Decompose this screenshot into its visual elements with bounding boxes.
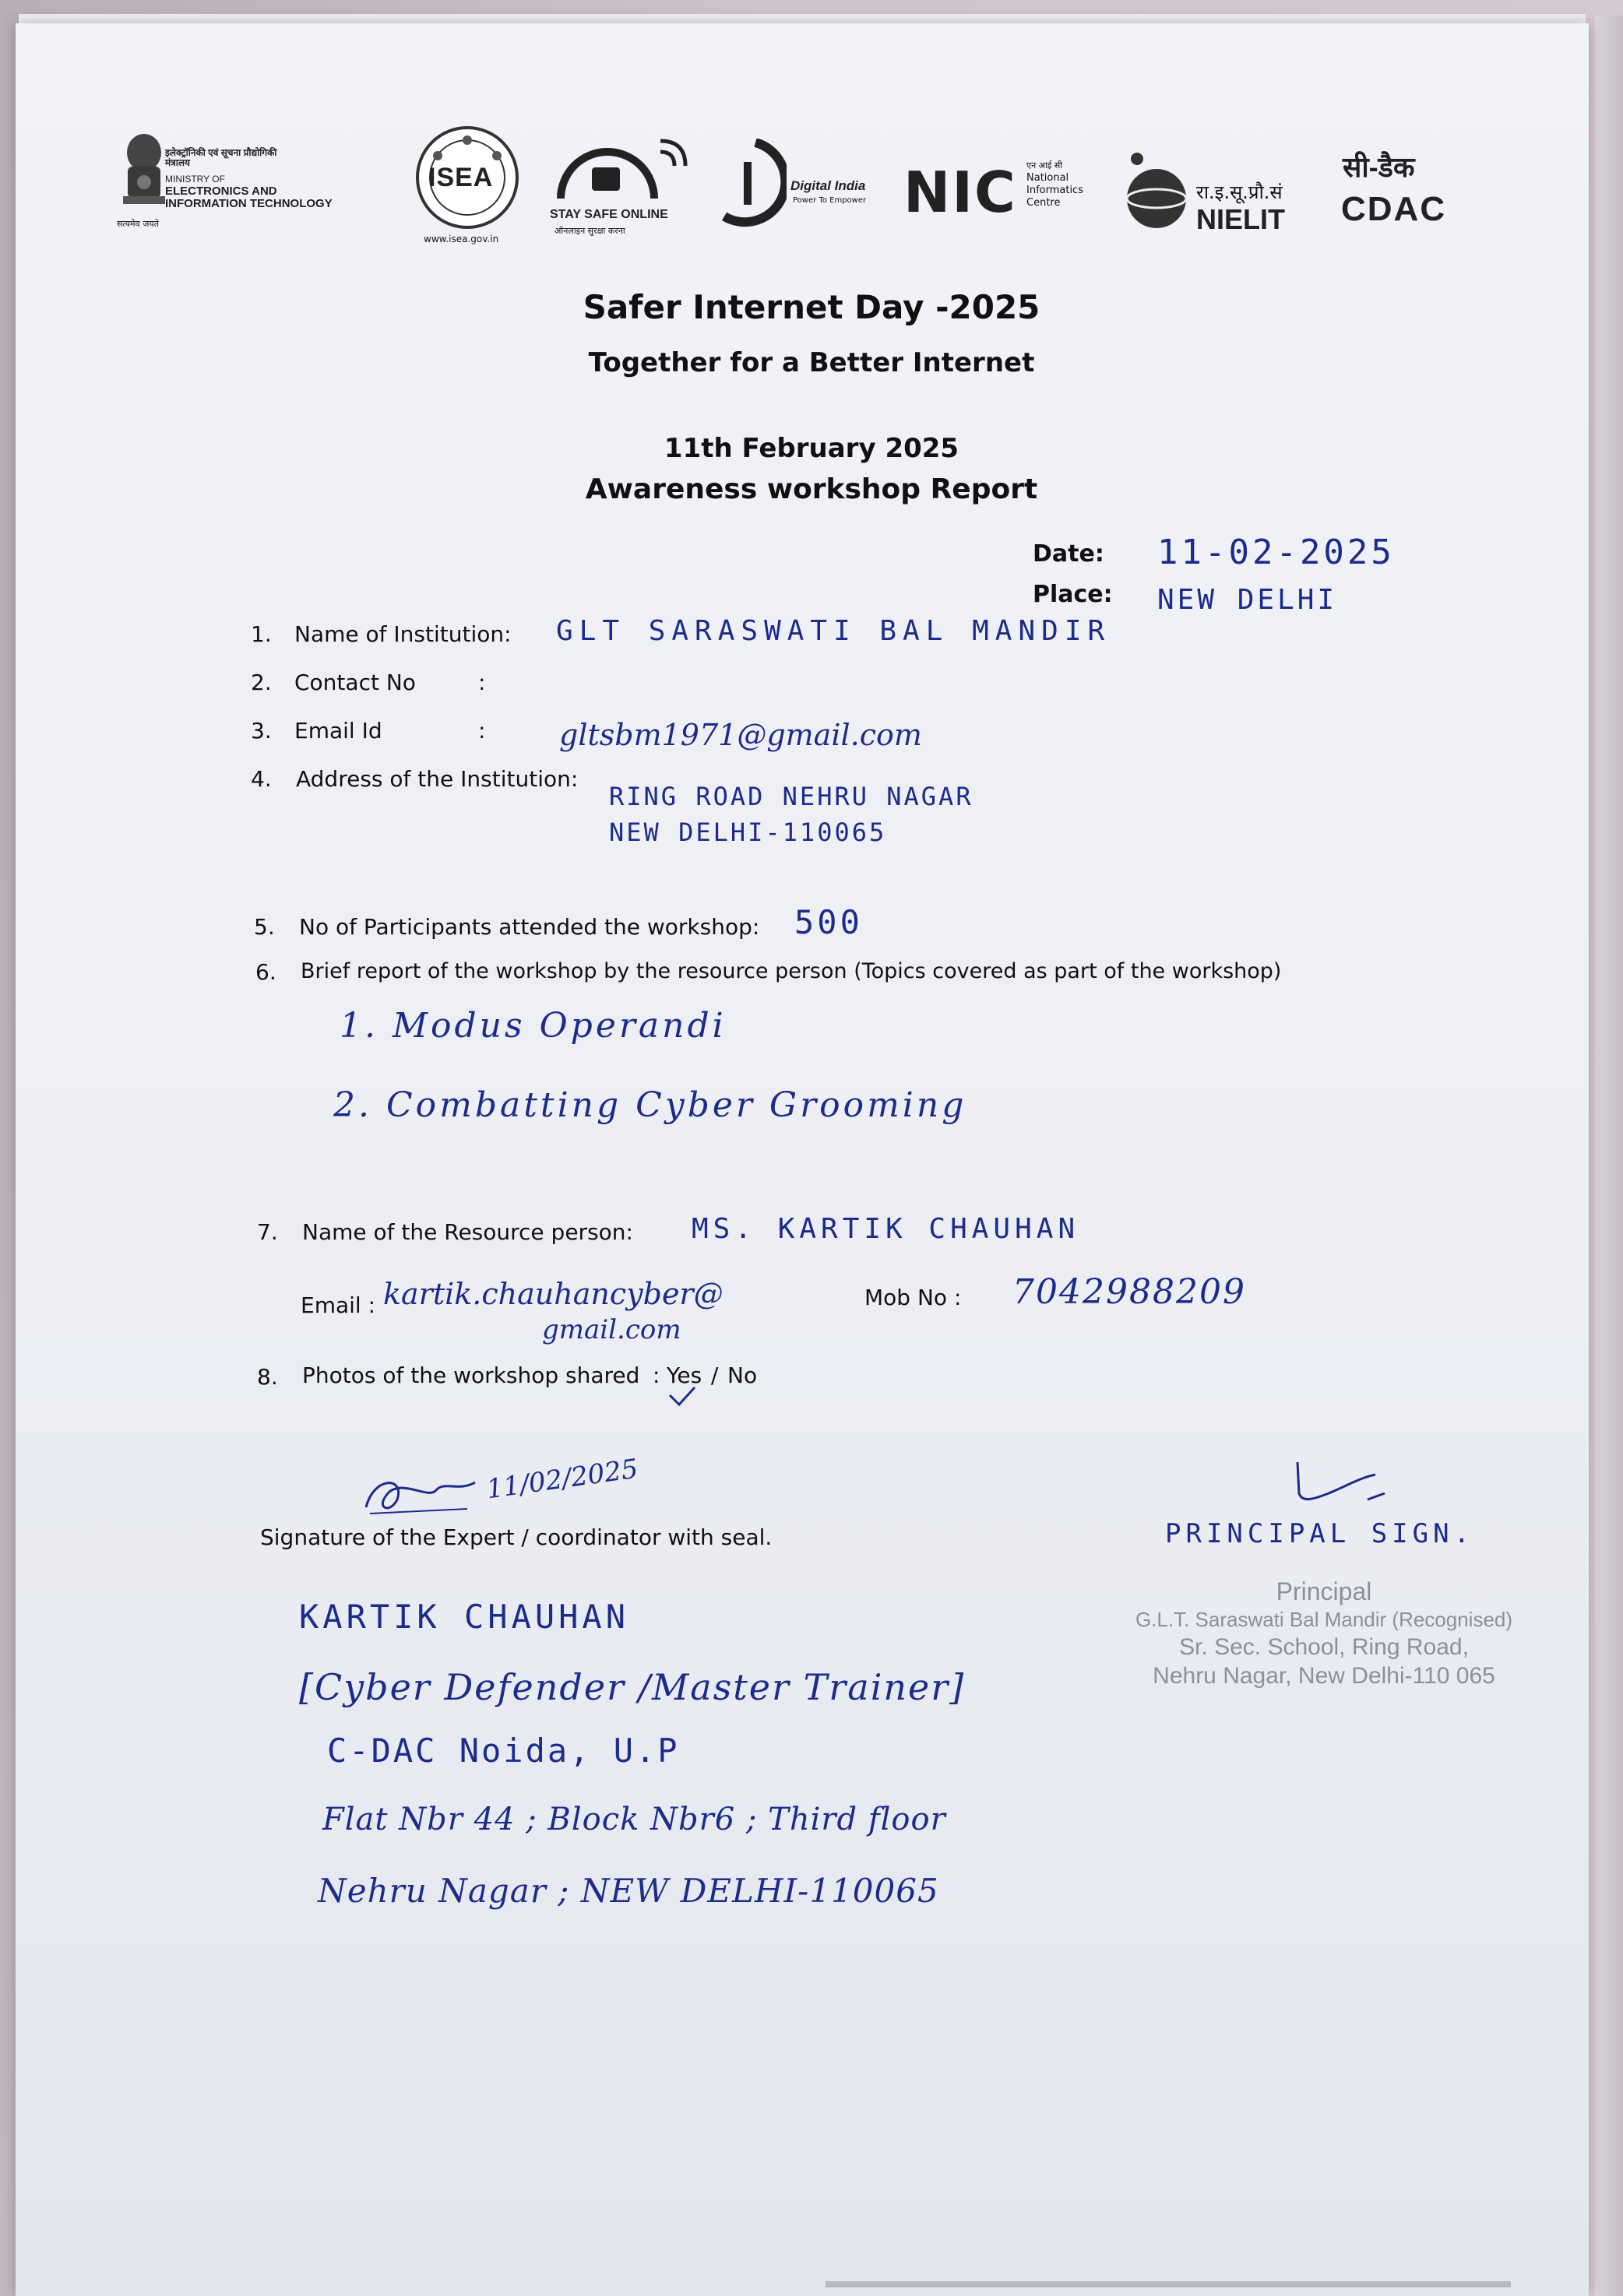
meity-logo: [117, 131, 397, 240]
yes-check-mark-icon: [667, 1386, 698, 1409]
place-value: NEW DELHI: [1157, 584, 1338, 616]
nic-wordmark: NIC: [903, 160, 1017, 225]
isea-url: www.isea.gov.in: [424, 234, 499, 244]
nic-line3: Centre: [1026, 197, 1061, 209]
cdac-logo: [1338, 152, 1470, 237]
stay-safe-hindi: ऑनलाइन सुरक्षा करना: [554, 226, 625, 236]
meity-line3: INFORMATION TECHNOLOGY: [165, 197, 333, 210]
expert-signature-scribble: [358, 1468, 483, 1523]
digital-india-logo: [716, 139, 896, 232]
resource-email-line-2: gmail.com: [542, 1314, 681, 1345]
nic-hindi: एन आई सी: [1026, 160, 1063, 171]
institution-name-value: GLT SARASWATI BAL MANDIR: [556, 615, 1111, 647]
photos-yes-option: Yes: [667, 1362, 702, 1388]
resource-email-line-1: kartik.chauhancyber@: [383, 1277, 723, 1311]
field-6-number: 6.: [255, 959, 276, 985]
expert-designation: [Cyber Defender /Master Trainer]: [299, 1666, 966, 1708]
nic-line2: Informatics: [1026, 185, 1083, 196]
nielit-hindi: रा.इ.सू.प्रौ.सं: [1196, 181, 1283, 203]
stamp-line-4: Nehru Nagar, New Delhi-110 065: [1153, 1663, 1495, 1689]
digital-india-tagline: Power To Empower: [793, 196, 867, 205]
lock-wifi-icon: [545, 136, 693, 206]
stamp-line-3: Sr. Sec. School, Ring Road,: [1179, 1633, 1469, 1660]
field-5-number: 5.: [254, 914, 275, 940]
place-label: Place:: [1033, 581, 1113, 608]
nielit-globe-icon: [1121, 148, 1192, 234]
digital-india-mark-icon: [716, 139, 787, 228]
principal-signature-scribble: [1282, 1454, 1391, 1509]
topic-2-value: 2. Combatting Cyber Grooming: [333, 1085, 967, 1125]
stamp-line-2: G.L.T. Saraswati Bal Mandir (Recognised): [1135, 1608, 1513, 1631]
photos-separator: /: [704, 1362, 726, 1388]
email-label: Email :: [301, 1292, 376, 1318]
meity-line1: MINISTRY OF: [165, 174, 225, 185]
topic-1-value: 1. Modus Operandi: [340, 1006, 727, 1046]
stay-safe-text: STAY SAFE ONLINE: [550, 208, 668, 221]
cdac-hindi: सी-डैक: [1343, 151, 1415, 183]
cdac-wordmark: CDAC: [1341, 190, 1447, 228]
address-line-1: RING ROAD NEHRU NAGAR: [609, 782, 973, 811]
field-7-number: 7.: [257, 1219, 278, 1245]
expert-name: KARTIK CHAUHAN: [299, 1598, 630, 1636]
meity-hindi: इलेक्ट्रॉनिकी एवं सूचना प्रौद्योगिकी मंत्रालय: [165, 147, 277, 169]
field-3-label: Email Id: [294, 718, 382, 744]
page-subtitle: Together for a Better Internet: [588, 347, 1035, 378]
meity-line2: ELECTRONICS AND: [165, 185, 277, 198]
field-4-label: Address of the Institution:: [296, 766, 579, 792]
field-2-number: 2.: [251, 670, 272, 695]
principal-seal-stamp: [1106, 1576, 1542, 1691]
stay-safe-online-logo: [545, 136, 701, 253]
nielit-wordmark: NIELIT: [1196, 203, 1285, 235]
resource-person-value: MS. KARTIK CHAUHAN: [692, 1213, 1080, 1245]
bottom-page-strip: [826, 2281, 1511, 2287]
mob-value: 7042988209: [1012, 1272, 1246, 1312]
expert-signature-date: 11/02/2025: [484, 1453, 640, 1506]
date-label: Date:: [1033, 540, 1104, 568]
address-line-2: NEW DELHI-110065: [609, 817, 887, 847]
field-2-label: Contact No: [294, 670, 416, 695]
field-3-number: 3.: [251, 718, 272, 744]
field-1-label: Name of Institution:: [294, 621, 512, 647]
page-title: Safer Internet Day -2025: [583, 288, 1040, 326]
date-value: 11-02-2025: [1157, 533, 1395, 572]
field-3-colon: :: [478, 718, 486, 744]
field-2-colon: :: [478, 670, 486, 695]
field-8-colon: :: [653, 1362, 660, 1388]
field-4-number: 4.: [251, 766, 272, 792]
principal-sign-label: PRINCIPAL SIGN.: [1165, 1518, 1475, 1549]
isea-logo: [414, 125, 527, 249]
expert-address-line-1: Flat Nbr 44 ; Block Nbr6 ; Third floor: [322, 1802, 946, 1837]
expert-address-line-2: Nehru Nagar ; NEW DELHI-110065: [318, 1872, 939, 1910]
photos-no-option: No: [727, 1362, 758, 1388]
field-1-number: 1.: [251, 621, 272, 647]
isea-name: ISEA: [428, 163, 494, 192]
stamp-line-1: Principal: [1276, 1577, 1372, 1605]
mob-label: Mob No :: [864, 1285, 962, 1310]
nic-line1: National: [1026, 172, 1069, 184]
report-title: Awareness workshop Report: [585, 473, 1038, 505]
field-8-label: Photos of the workshop shared: [302, 1362, 640, 1388]
national-emblem-icon: [117, 131, 171, 216]
field-8-number: 8.: [257, 1364, 278, 1390]
field-6-label: Brief report of the workshop by the resource person (Topics covered as part of the workshop): [301, 959, 1282, 983]
nic-logo: [903, 160, 1106, 230]
event-date: 11th February 2025: [664, 433, 959, 464]
field-7-label: Name of the Resource person:: [302, 1219, 633, 1245]
expert-organisation: C-DAC Noida, U.P: [327, 1732, 680, 1770]
field-5-label: No of Participants attended the workshop:: [299, 914, 760, 940]
nielit-logo: [1121, 148, 1324, 241]
participants-count-value: 500: [794, 903, 863, 941]
emblem-caption: सत्यमेव जयते: [117, 219, 160, 229]
expert-signature-label: Signature of the Expert / coordinator with seal.: [260, 1524, 773, 1550]
institution-email-value: gltsbm1971@gmail.com: [559, 718, 922, 752]
digital-india-text: Digital India: [790, 178, 866, 193]
